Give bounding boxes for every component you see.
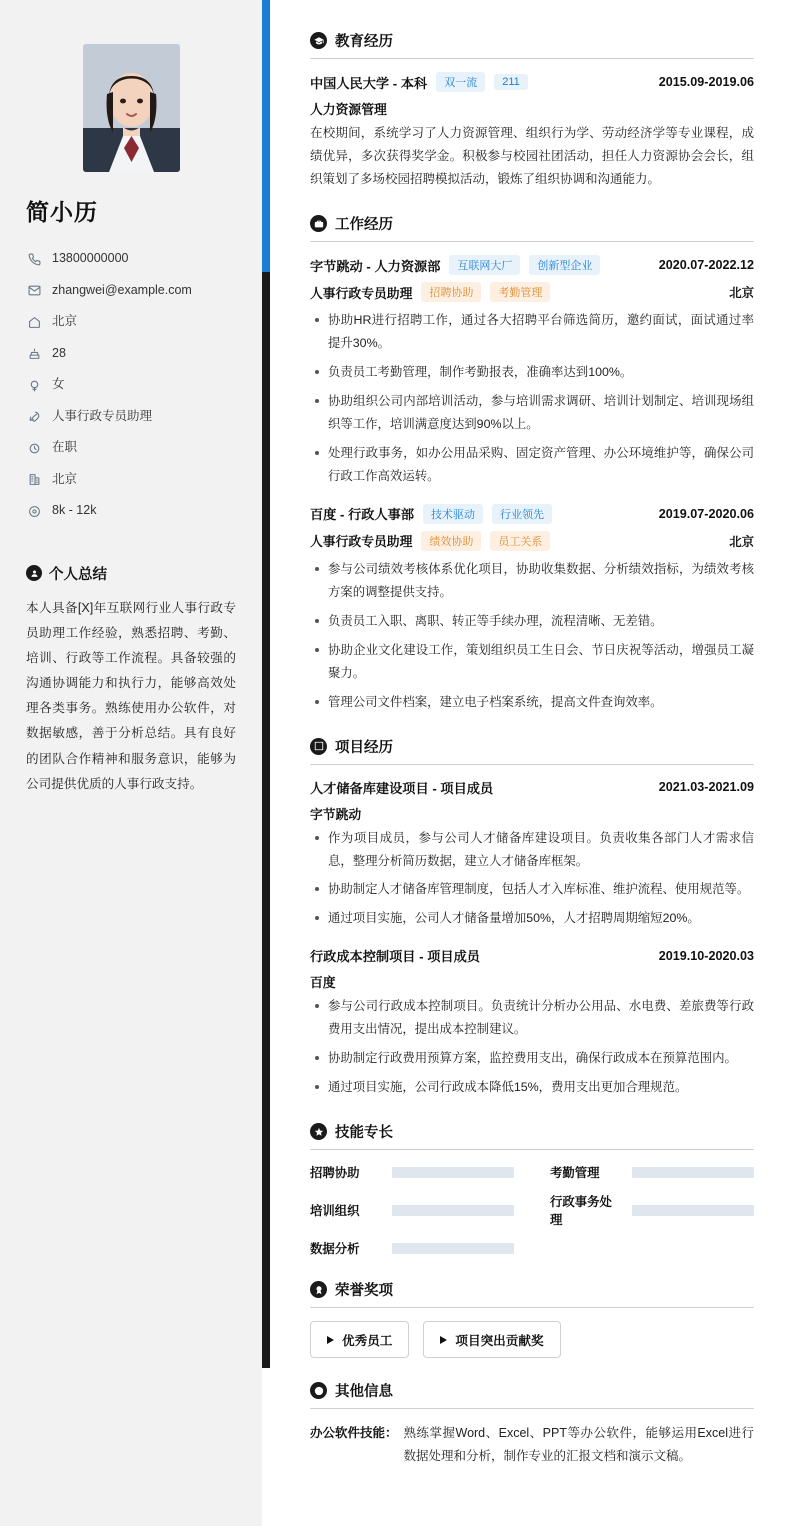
- page-title: 简小历: [26, 199, 98, 225]
- project-title: 行政成本控制项目 - 项目成员: [310, 949, 480, 965]
- award-icon: [310, 1281, 327, 1298]
- skill-name: 考勤管理: [550, 1166, 600, 1181]
- work-role-tag: 员工关系: [490, 531, 550, 551]
- info-value-gender: 女: [52, 377, 65, 391]
- work-entry-head: [310, 504, 754, 524]
- work-role-tag: 考勤管理: [490, 282, 550, 302]
- work-role-line: [310, 531, 754, 551]
- section-work: [310, 213, 754, 713]
- section-title-education: 教育经历: [335, 34, 393, 50]
- project-entry: [310, 946, 754, 1099]
- skill-bar: [392, 1243, 514, 1254]
- gender-icon: [26, 377, 42, 393]
- skill-item: [310, 1163, 514, 1181]
- section-header-skills: [310, 1121, 754, 1150]
- education-description: 在校期间，系统学习了人力资源管理、组织行为学、劳动经济学等专业课程，成绩优异，多次获得奖学金。积极参与校园社团活动，担任人力资源协会会长，组织策划了多场校园招聘模拟活动，锻炼了组织协调和沟通能力。: [310, 126, 754, 187]
- accent-strip-dark: [262, 272, 270, 1368]
- list-item: 负责员工入职、离职、转正等手续办理，流程清晰、无差错。: [310, 610, 754, 633]
- info-row-city: [26, 464, 236, 496]
- salary-icon: [26, 503, 42, 519]
- skill-bar: [392, 1167, 514, 1178]
- award-chip[interactable]: [310, 1321, 409, 1358]
- work-tag: 创新型企业: [529, 255, 600, 275]
- summary-section-title: [26, 563, 236, 584]
- section-awards: [310, 1279, 754, 1358]
- skill-item: [310, 1192, 514, 1228]
- list-item: 协助制定人才储备库管理制度，包括人才入库标准、维护流程、使用规范等。: [310, 878, 754, 901]
- section-other: [310, 1380, 754, 1468]
- work-role-line: [310, 282, 754, 302]
- work-entry: [310, 504, 754, 714]
- info-value-phone: 13800000000: [52, 251, 129, 265]
- education-tag: 双一流: [436, 72, 485, 92]
- portrait-photo-icon: [83, 44, 180, 172]
- work-role-tag: 招聘协助: [421, 282, 481, 302]
- work-entry-head: [310, 255, 754, 275]
- info-value-age: 28: [52, 345, 66, 360]
- work-role-left: [310, 531, 550, 551]
- work-company: 字节跳动 - 人力资源部: [310, 258, 441, 274]
- work-role: 人事行政专员助理: [310, 534, 413, 550]
- project-company: 百度: [310, 975, 336, 991]
- graduation-cap-icon: [310, 32, 327, 49]
- skill-item: [310, 1239, 514, 1257]
- project-bullets: [310, 995, 754, 1099]
- work-location: 北京: [729, 534, 754, 549]
- work-entry: [310, 255, 754, 488]
- education-entry-left: [310, 72, 528, 92]
- work-bullets: [310, 558, 754, 714]
- list-item: 通过项目实施，公司行政成本降低15%，费用支出更加合理规范。: [310, 1076, 754, 1099]
- city-icon: [26, 472, 42, 488]
- info-row-position: [26, 401, 236, 433]
- info-row-gender: [26, 369, 236, 401]
- section-title-other: 其他信息: [335, 1384, 393, 1401]
- award-chip[interactable]: [423, 1321, 560, 1358]
- skills-grid: [310, 1163, 754, 1257]
- list-item: 参与公司绩效考核体系优化项目，协助收集数据、分析绩效指标，为绩效考核方案的调整提供支持。: [310, 558, 754, 604]
- main-content: [262, 0, 794, 1526]
- sidebar: [0, 0, 262, 1526]
- work-tag: 互联网大厂: [449, 255, 520, 275]
- person-icon: [26, 565, 42, 581]
- info-row-email: [26, 275, 236, 307]
- info-row-phone: [26, 243, 236, 275]
- education-entry-head: [310, 72, 754, 92]
- play-triangle-icon: [327, 1336, 334, 1344]
- project-icon: [310, 738, 327, 755]
- info-row-age: [26, 338, 236, 370]
- info-value-email: zhangwei@example.com: [52, 282, 192, 297]
- list-item: 管理公司文件档案，建立电子档案系统，提高文件查询效率。: [310, 691, 754, 714]
- work-date: 2019.07-2020.06: [658, 506, 754, 521]
- section-title-skills: 技能专长: [335, 1125, 393, 1142]
- work-role-left: [310, 282, 550, 302]
- accent-strip-blue: [262, 0, 270, 272]
- list-item: 负责员工考勤管理，制作考勤报表，准确率达到100%。: [310, 361, 754, 384]
- phone-icon: [26, 251, 42, 267]
- skill-bar: [632, 1205, 754, 1216]
- summary-title-text: 个人总结: [49, 566, 107, 583]
- play-triangle-icon: [440, 1336, 447, 1344]
- rocket-icon: [26, 409, 42, 425]
- education-major: 人力资源管理: [310, 102, 387, 117]
- info-value-city: 北京: [52, 471, 78, 486]
- education-tag: 211: [494, 74, 528, 90]
- project-title: 人才储备库建设项目 - 项目成员: [310, 780, 494, 796]
- list-item: 作为项目成员，参与公司人才储备库建设项目。负责收集各部门人才需求信息，整理分析简历数据，建立人才储备库框架。: [310, 827, 754, 873]
- section-title-work: 工作经历: [335, 217, 393, 234]
- section-projects: [310, 736, 754, 1100]
- info-value-position: 人事行政专员助理: [52, 408, 153, 423]
- work-tag: 行业领先: [492, 504, 552, 524]
- skill-item: [550, 1192, 754, 1228]
- work-role-tag: 绩效协助: [421, 531, 481, 551]
- section-title-awards: 荣誉奖项: [335, 1283, 393, 1300]
- summary-text: 本人具备[X]年互联网行业人事行政专员助理工作经验，熟悉招聘、考勤、培训、行政等工作流程。具备较强的沟通协调能力和执行力，能够高效处理各类事务。熟练使用办公软件，对数据敏感，善于分析总结。具有良好的团队合作精神和服务意识，能够为公司提供优质的人事行政支持。: [26, 600, 236, 791]
- education-school: 中国人民大学 - 本科: [310, 75, 428, 91]
- work-entry-left: [310, 504, 552, 524]
- skill-icon: [310, 1123, 327, 1140]
- list-item: 通过项目实施，公司人才储备量增加50%，人才招聘周期缩短20%。: [310, 907, 754, 930]
- education-date: 2015.09-2019.06: [658, 75, 754, 89]
- section-skills: [310, 1121, 754, 1257]
- work-bullets: [310, 309, 754, 488]
- info-row-status: [26, 432, 236, 464]
- info-icon: [310, 1382, 327, 1399]
- skill-name: 行政事务处理: [550, 1195, 612, 1228]
- list-item: 协助企业文化建设工作，策划组织员工生日会、节日庆祝等活动，增强员工凝聚力。: [310, 639, 754, 685]
- section-education: [310, 30, 754, 191]
- work-location: 北京: [729, 286, 754, 301]
- project-bullets: [310, 827, 754, 931]
- info-value-status: 在职: [52, 440, 78, 454]
- project-company: 字节跳动: [310, 806, 362, 822]
- work-role: 人事行政专员助理: [310, 285, 413, 301]
- section-header-work: [310, 213, 754, 242]
- section-header-education: [310, 30, 754, 59]
- section-header-projects: [310, 736, 754, 765]
- home-icon: [26, 314, 42, 330]
- mail-icon: [26, 283, 42, 299]
- skill-bar: [632, 1167, 754, 1178]
- work-company: 百度 - 行政人事部: [310, 507, 415, 523]
- section-header-awards: [310, 1279, 754, 1308]
- section-title-projects: 项目经历: [335, 739, 393, 756]
- status-icon: [26, 440, 42, 456]
- list-item: 协助组织公司内部培训活动，参与培训需求调研、培训计划制定、培训现场组织等工作，培训满意度达到90%以上。: [310, 390, 754, 436]
- project-date: 2021.03-2021.09: [658, 780, 754, 795]
- work-date: 2020.07-2022.12: [658, 258, 754, 273]
- work-tag: 技术驱动: [423, 504, 483, 524]
- skill-bar: [392, 1205, 514, 1216]
- info-value-home: 北京: [52, 314, 78, 328]
- education-entry: [310, 72, 754, 191]
- awards-list: [310, 1321, 754, 1358]
- info-value-salary: 8k - 12k: [52, 503, 97, 517]
- contact-info-list: [26, 243, 236, 527]
- skill-name: 数据分析: [310, 1242, 360, 1257]
- cake-icon: [26, 346, 42, 362]
- list-item: 参与公司行政成本控制项目。负责统计分析办公用品、水电费、差旅费等行政费用支出情况，提出成本控制建议。: [310, 995, 754, 1041]
- other-info-label: 办公软件技能：: [310, 1426, 398, 1441]
- list-item: 处理行政事务，如办公用品采购、固定资产管理、办公环境维护等，确保公司行政工作高效运转。: [310, 442, 754, 488]
- project-entry-head: [310, 778, 754, 797]
- briefcase-icon: [310, 215, 327, 232]
- avatar: [83, 44, 180, 172]
- section-header-other: [310, 1380, 754, 1409]
- skill-name: 招聘协助: [310, 1166, 360, 1181]
- award-label: 优秀员工: [342, 1334, 393, 1349]
- skill-item: [550, 1163, 754, 1181]
- other-info-row: [310, 1422, 754, 1468]
- other-info-value: 熟练掌握Word、Excel、PPT等办公软件，能够运用Excel进行数据处理和分析，制作专业的汇报文档和演示文稿。: [403, 1426, 754, 1464]
- list-item: 协助HR进行招聘工作，通过各大招聘平台筛选简历，邀约面试，面试通过率提升30%。: [310, 309, 754, 355]
- project-entry: [310, 778, 754, 931]
- project-date: 2019.10-2020.03: [658, 948, 754, 963]
- award-label: 项目突出贡献奖: [455, 1334, 544, 1349]
- info-row-salary: [26, 495, 236, 527]
- info-row-home: [26, 306, 236, 338]
- skill-name: 培训组织: [310, 1204, 360, 1219]
- work-entry-left: [310, 255, 600, 275]
- list-item: 协助制定行政费用预算方案，监控费用支出，确保行政成本在预算范围内。: [310, 1047, 754, 1070]
- project-entry-head: [310, 946, 754, 965]
